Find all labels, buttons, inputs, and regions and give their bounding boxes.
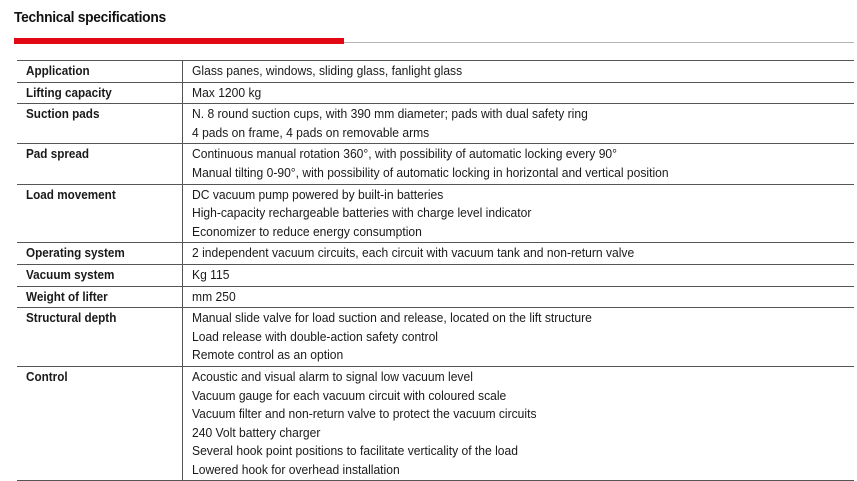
- spec-label-cell: [17, 286, 182, 308]
- spec-label: Application: [26, 63, 90, 78]
- spec-label-cell: [17, 264, 182, 286]
- spec-value-cell: [182, 184, 854, 243]
- spec-label-cell: [17, 184, 182, 243]
- spec-label-cell: [17, 366, 182, 481]
- spec-value: 2 independent vacuum circuits, each circuit with vacuum tank and non-return valve: [191, 245, 634, 261]
- spec-value: Vacuum filter and non-return valve to protect the vacuum circuits: [191, 406, 537, 422]
- spec-row: [17, 366, 854, 481]
- spec-value: Economizer to reduce energy consumption: [191, 223, 422, 239]
- spec-value: Manual tilting 0-90°, with possibility of automatic locking in horizontal and vertical position: [191, 164, 669, 180]
- spec-label-cell: [17, 243, 182, 265]
- spec-row: [17, 61, 854, 83]
- spec-value-cell: [182, 104, 854, 144]
- spec-label-cell: [17, 144, 182, 184]
- spec-value: Manual slide valve for load suction and release, located on the lift structure: [191, 310, 592, 326]
- spec-label: Weight of lifter: [26, 288, 108, 304]
- spec-value: High-capacity rechargeable batteries with charge level indicator: [191, 205, 531, 221]
- spec-label-cell: [17, 104, 182, 144]
- spec-value-cell: [182, 82, 854, 104]
- spec-row: [17, 286, 854, 308]
- spec-value: DC vacuum pump powered by built-in batteries: [191, 186, 443, 202]
- spec-value: Lowered hook for overhead installation: [191, 461, 400, 477]
- spec-value-cell: [182, 61, 854, 83]
- page-title: Technical specifications: [14, 9, 166, 26]
- spec-value: mm 250: [191, 288, 236, 304]
- spec-value: Vacuum gauge for each vacuum circuit with coloured scale: [191, 387, 506, 403]
- spec-value: N. 8 round suction cups, with 390 mm diameter; pads with dual safety ring: [191, 106, 588, 122]
- spec-row: [17, 308, 854, 367]
- spec-label: Lifting capacity: [26, 84, 112, 100]
- spec-value-cell: [182, 286, 854, 308]
- spec-label: Load movement: [26, 186, 116, 202]
- spec-row: [17, 264, 854, 286]
- spec-value-cell: [182, 308, 854, 367]
- spec-value: 240 Volt battery charger: [191, 424, 320, 440]
- spec-label: Control: [26, 368, 68, 384]
- spec-value: Remote control as an option: [191, 347, 343, 363]
- spec-value: 4 pads on frame, 4 pads on removable arms: [191, 124, 429, 140]
- spec-label: Suction pads: [26, 106, 100, 122]
- accent-rule: [14, 38, 344, 44]
- spec-row: [17, 82, 854, 104]
- spec-value-cell: [182, 144, 854, 184]
- spec-label: Structural depth: [26, 310, 117, 326]
- spec-row: [17, 144, 854, 184]
- spec-value-cell: [182, 264, 854, 286]
- spec-value: Load release with double-action safety control: [191, 328, 438, 344]
- spec-label-cell: [17, 308, 182, 367]
- spec-value: Continuous manual rotation 360°, with possibility of automatic locking every 90°: [191, 146, 617, 162]
- spec-label: Operating system: [26, 245, 125, 261]
- spec-value: Glass panes, windows, sliding glass, fanlight glass: [191, 63, 462, 78]
- spec-value: Kg 115: [191, 266, 229, 282]
- spec-table: [17, 60, 854, 481]
- spec-row: [17, 104, 854, 144]
- spec-value: Several hook point positions to facilitate verticality of the load: [191, 443, 518, 459]
- spec-row: [17, 243, 854, 265]
- spec-value-cell: [182, 366, 854, 481]
- spec-value: Max 1200 kg: [191, 84, 261, 100]
- spec-value-cell: [182, 243, 854, 265]
- spec-label-cell: [17, 82, 182, 104]
- divider-rule: [344, 42, 854, 43]
- spec-row: [17, 184, 854, 243]
- spec-label: Pad spread: [26, 146, 90, 162]
- spec-value: Acoustic and visual alarm to signal low vacuum level: [191, 368, 473, 384]
- spec-table-body: [17, 61, 854, 481]
- spec-label-cell: [17, 61, 182, 83]
- spec-label: Vacuum system: [26, 266, 115, 282]
